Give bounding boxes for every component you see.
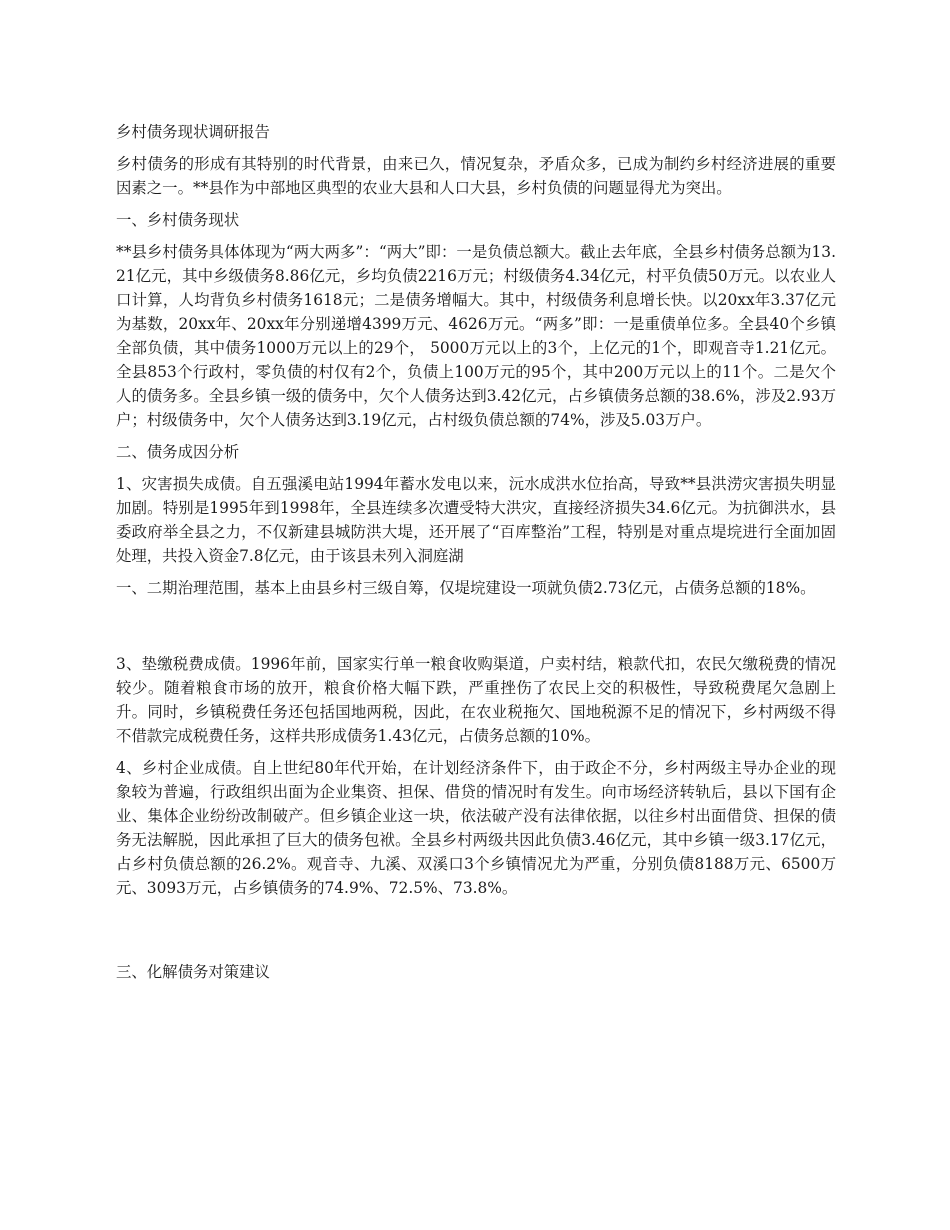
section-heading-suggestions: 三、化解债务对策建议 (116, 963, 270, 981)
blank-spacer (116, 908, 836, 960)
cause-4-paragraph: 4、乡村企业成债。自上世纪80年代开始，在计划经济条件下，由于政企不分，乡村两级主导办企业的现象较为普遍，行政组织出面为企业集资、担保、借贷的情况时有发生。向市场经济转轨后，县以下国有企业、集体企业纷纷改制破产。但乡镇企业这一块，依法破产没有法律依据，以往乡村出面借贷、担保的债务无法解脱，因此承担了巨大的债务包袱。全县乡村两级共因此负债3.46亿元，其中乡镇一级3.17亿元，占乡村负债总额的26.2%。观音寺、九溪、双溪口3个乡镇情况尤为严重，分别负债8188万元、6500万元、3093万元，占乡镇债务的74.9%、72.5%、73.8%。 (116, 759, 836, 897)
intro-paragraph: 乡村债务的形成有其特别的时代背景，由来已久，情况复杂，矛盾众多，已成为制约乡村经济进展的重要因素之一。**县作为中部地区典型的农业大县和人口大县，乡村负债的问题显得尤为突出。 (116, 155, 836, 197)
document-title: 乡村债务现状调研报告 (116, 123, 270, 141)
blank-spacer (116, 608, 836, 652)
cause-1-continued-paragraph: 一、二期治理范围，基本上由县乡村三级自筹，仅堤垸建设一项就负债2.73亿元，占债务总额的18%。 (116, 579, 816, 597)
status-paragraph: **县乡村债务具体体现为“两大两多”：“两大”即：一是负债总额大。截止去年底，全县乡村债务总额为13.21亿元，其中乡级债务8.86亿元，乡均负债2216万元；村级债务4.34亿元，村平负债50万元。以农业人口计算，人均背负乡村债务1618元；二是债务增幅大。其中，村级债务利息增长快。以20xx年3.37亿元为基数，20xx年、20xx年分别递增4399万元、4626万元。“两多”即：一是重债单位多。全县40个乡镇全部负债，其中债务1000万元以上的29个， 5000万元以上的3个，上亿元的1个，即观音寺1.21亿元。全县853个行政村，零负债的村仅有2个，负债上100万元的95个，其中200万元以上的11个。二是欠个人的债务多。全县乡镇一级的债务中，欠个人债务达到3.42亿元，占乡镇债务总额的38.6%，涉及2.93万户；村级债务中，欠个人债务达到3.19亿元，占村级负债总额的74%，涉及5.03万户。 (116, 243, 836, 429)
cause-1-paragraph: 1、灾害损失成债。自五强溪电站1994年蓄水发电以来，沅水成洪水位抬高，导致**县洪涝灾害损失明显加剧。特别是1995年到1998年，全县连续多次遭受特大洪灾，直接经济损失34.6亿元。为抗御洪水，县委政府举全县之力，不仅新建县城防洪大堤，还开展了“百库整治”工程，特别是对重点堤垸进行全面加固处理，共投入资金7.8亿元，由于该县未列入洞庭湖 (116, 475, 836, 565)
document-page (116, 120, 836, 992)
cause-3-paragraph: 3、垫缴税费成债。1996年前，国家实行单一粮食收购渠道，户卖村结，粮款代扣，农民欠缴税费的情况较少。随着粮食市场的放开，粮食价格大幅下跌，严重挫伤了农民上交的积极性，导致税费尾欠急剧上升。同时，乡镇税费任务还包括国地两税，因此，在农业税拖欠、国地税源不足的情况下，乡村两级不得不借款完成税费任务，这样共形成债务1.43亿元，占债务总额的10%。 (116, 655, 836, 745)
section-heading-status: 一、乡村债务现状 (116, 211, 240, 229)
section-heading-causes: 二、债务成因分析 (116, 443, 240, 461)
